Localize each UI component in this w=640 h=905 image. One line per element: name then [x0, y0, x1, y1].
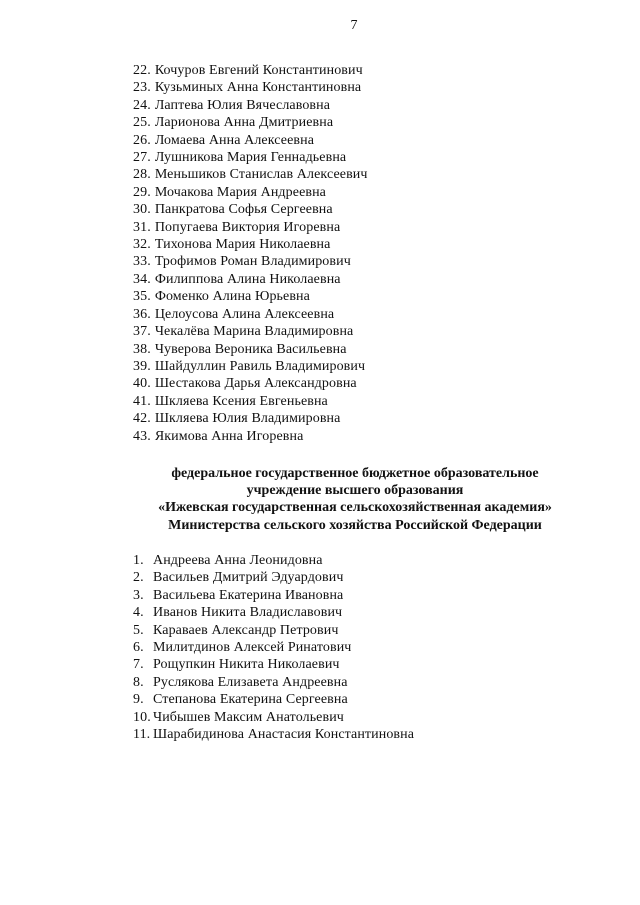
- list-item: [133, 358, 493, 375]
- list-item-number: 31.: [133, 219, 151, 235]
- list-item: [133, 79, 493, 96]
- list-item-number: 42.: [133, 411, 151, 427]
- list-item-name: Якимова Анна Игоревна: [154, 428, 304, 444]
- list-item-number: 43.: [133, 428, 151, 444]
- list-item: [133, 552, 553, 569]
- list-item-number: 29.: [133, 184, 151, 200]
- list-item-name: Шкляева Ксения Евгеньевна: [154, 393, 328, 409]
- heading-line-1: федеральное государственное бюджетное образовательное: [171, 466, 539, 481]
- list-item: [133, 428, 493, 445]
- list-item-name: Рощупкин Никита Николаевич: [153, 657, 340, 673]
- list-item: [133, 691, 553, 708]
- list-item-name: Лаптева Юлия Вячеславовна: [154, 97, 331, 113]
- list-item-name: Шестакова Дарья Александровна: [154, 376, 357, 392]
- list-item-number: 10.: [133, 709, 151, 725]
- list-item: [133, 149, 493, 166]
- list-item: [133, 674, 553, 691]
- list-item-number: 5.: [133, 622, 144, 638]
- list-item: [133, 341, 493, 358]
- list-item: [133, 114, 493, 131]
- list-item-number: 11.: [133, 727, 151, 743]
- list-item-name: Фоменко Алина Юрьевна: [154, 289, 310, 305]
- list-item-number: 41.: [133, 393, 151, 409]
- list-item-name: Васильев Дмитрий Эдуардович: [153, 570, 344, 586]
- list-item-name: Меньшиков Станислав Алексеевич: [154, 167, 368, 183]
- list-item-number: 32.: [133, 237, 151, 253]
- list-item-name: Иванов Никита Владиславович: [153, 605, 343, 621]
- list-item-name: Панкратова Софья Сергеевна: [154, 202, 333, 218]
- list-item-name: Руслякова Елизавета Андреевна: [153, 674, 348, 690]
- list-item-number: 38.: [133, 341, 151, 357]
- list-item-number: 2.: [133, 570, 144, 586]
- list-item-number: 22.: [133, 63, 151, 78]
- list-item: [133, 622, 553, 639]
- list-item-number: 39.: [133, 358, 151, 374]
- list-item-name: Кочуров Евгений Константинович: [154, 63, 363, 78]
- list-item-number: 37.: [133, 324, 151, 340]
- list-item-name: Милитдинов Алексей Ринатович: [153, 640, 352, 656]
- list-item: [133, 306, 493, 323]
- list-item: [133, 375, 493, 392]
- list-item: [133, 166, 493, 183]
- list-item-number: 9.: [133, 692, 144, 708]
- list-item: [133, 323, 493, 340]
- list-item-name: Попугаева Виктория Игоревна: [154, 219, 341, 235]
- list-item-name: Васильева Екатерина Ивановна: [153, 587, 344, 603]
- list-item-number: 40.: [133, 376, 151, 392]
- list-item: [133, 184, 493, 201]
- list-item: [133, 236, 493, 253]
- list-item-name: Ларионова Анна Дмитриевна: [154, 115, 334, 131]
- list-item-name: Степанова Екатерина Сергеевна: [153, 692, 348, 708]
- list-item-name: Шарабидинова Анастасия Константиновна: [153, 727, 415, 743]
- list-item: [133, 726, 553, 743]
- page-number: 7: [350, 18, 358, 33]
- list-item-number: 28.: [133, 167, 151, 183]
- list-item: [133, 253, 493, 270]
- list-item-number: 35.: [133, 289, 151, 305]
- list-item: [133, 604, 553, 621]
- list-item-number: 1.: [133, 553, 144, 568]
- heading-line-4: Министерства сельского хозяйства Российской Федерации: [168, 517, 542, 533]
- list-item-number: 34.: [133, 271, 151, 287]
- list-item-name: Шайдуллин Равиль Владимирович: [154, 358, 366, 374]
- list-item-name: Тихонова Мария Николаевна: [154, 237, 331, 253]
- list-item-name: Филиппова Алина Николаевна: [154, 271, 341, 287]
- participants-list-academy: [133, 552, 553, 743]
- institution-heading: [120, 465, 590, 534]
- list-item: [133, 569, 553, 586]
- list-item-number: 33.: [133, 254, 151, 270]
- heading-line-2: учреждение высшего образования: [246, 483, 464, 499]
- list-item-number: 30.: [133, 202, 151, 218]
- list-item-number: 8.: [133, 674, 144, 690]
- list-item-name: Караваев Александр Петрович: [153, 622, 339, 638]
- list-item-name: Лушникова Мария Геннадьевна: [154, 150, 347, 166]
- list-item: [133, 656, 553, 673]
- list-item-number: 36.: [133, 306, 151, 322]
- list-item-number: 6.: [133, 640, 144, 656]
- list-item-number: 3.: [133, 587, 144, 603]
- list-item: [133, 393, 493, 410]
- list-item: [133, 288, 493, 305]
- list-item: [133, 219, 493, 236]
- list-item-name: Чекалёва Марина Владимировна: [154, 324, 354, 340]
- list-item: [133, 587, 553, 604]
- list-item-name: Чуверова Вероника Васильевна: [154, 341, 347, 357]
- list-item-number: 24.: [133, 97, 151, 113]
- list-item-number: 26.: [133, 132, 151, 148]
- list-item-number: 7.: [133, 657, 144, 673]
- list-item: [133, 410, 493, 427]
- list-item: [133, 62, 493, 79]
- list-item-name: Целоусова Алина Алексеевна: [154, 306, 335, 322]
- heading-line-3: «Ижевская государственная сельскохозяйственная академия»: [158, 500, 552, 516]
- list-item: [133, 709, 553, 726]
- participants-list-continued: [133, 62, 493, 445]
- list-item-name: Мочакова Мария Андреевна: [154, 184, 326, 200]
- list-item-name: Шкляева Юлия Владимировна: [154, 411, 341, 427]
- list-item-number: 25.: [133, 115, 151, 131]
- list-item-name: Ломаева Анна Алексеевна: [154, 132, 315, 148]
- list-item: [133, 132, 493, 149]
- list-item: [133, 201, 493, 218]
- list-item-number: 27.: [133, 150, 151, 166]
- list-item-name: Трофимов Роман Владимирович: [154, 254, 351, 270]
- list-item-name: Чибышев Максим Анатольевич: [153, 709, 344, 725]
- list-item-name: Кузьминых Анна Константиновна: [154, 80, 362, 96]
- list-item: [133, 271, 493, 288]
- list-item: [133, 639, 553, 656]
- list-item-number: 4.: [133, 605, 144, 621]
- list-item: [133, 97, 493, 114]
- list-item-name: Андреева Анна Леонидовна: [153, 553, 323, 568]
- list-item-number: 23.: [133, 80, 151, 96]
